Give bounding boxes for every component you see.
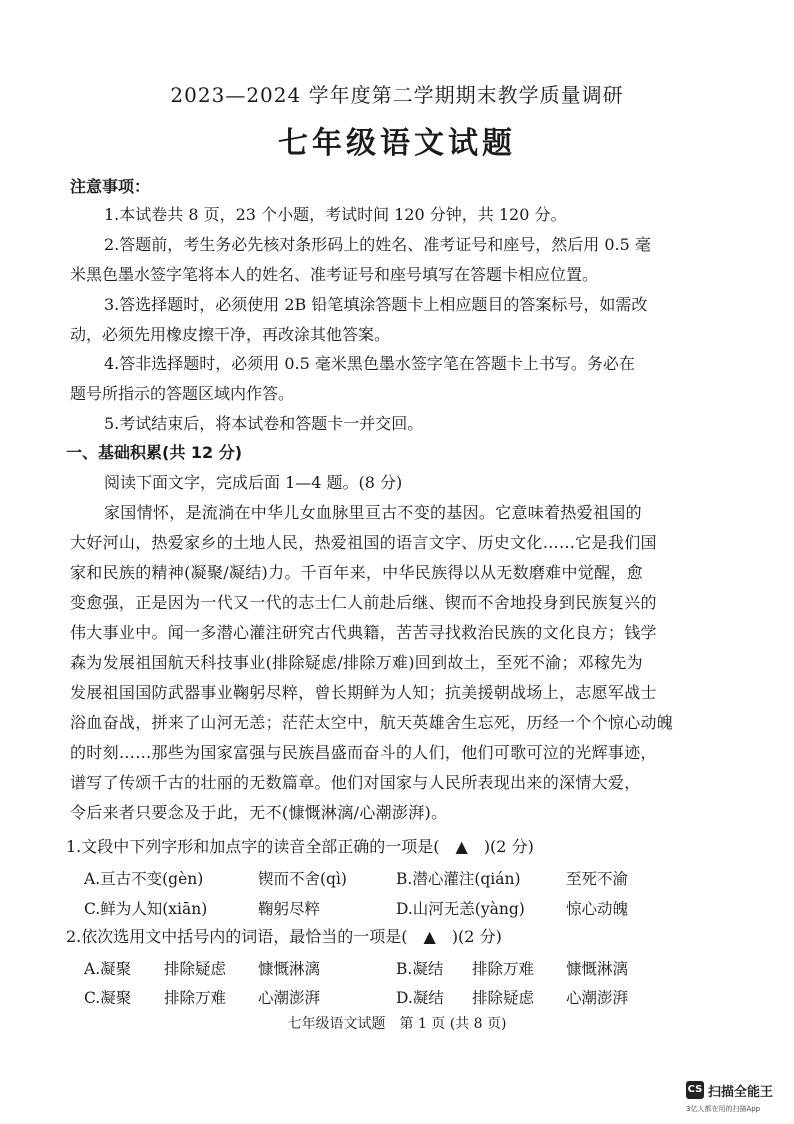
passage-line: 发展祖国国防武器事业鞠躬尽粹，曾长期鲜为人知；抗美援朝战场上，志愿军战士 xyxy=(70,683,657,702)
scanner-app-name: 扫描全能王 xyxy=(708,1085,774,1100)
exam-header: 2023—2024 学年度第二学期期末教学质量调研 xyxy=(170,83,624,107)
q1-option-c-word: 鞠躬尽粹 xyxy=(258,900,321,918)
q2-option-c: C.凝聚 xyxy=(84,989,132,1007)
q2-option-a-word3: 慷慨淋漓 xyxy=(258,960,321,978)
passage-line: 伟大事业中。闻一多潜心灌注研究古代典籍，苦苦寻找救治民族的文化良方；钱学 xyxy=(70,623,657,642)
q1-option-a-word: 锲而不舍(qì) xyxy=(258,870,347,888)
passage-line: 浴血奋战，拼来了山河无恙；茫茫太空中，航天英雄舍生忘死，历经一个个惊心动魄 xyxy=(70,713,674,732)
exam-title: 七年级语文试题 xyxy=(278,126,516,161)
q1-option-d: D.山河无恙(yàng) xyxy=(396,900,525,918)
q2-option-a: A.凝聚 xyxy=(84,960,132,978)
q2-option-a-word2: 排除疑虑 xyxy=(164,960,227,978)
question-1-stem: 1.文段中下列字形和加点字的读音全部正确的一项是( ▲ )(2 分) xyxy=(66,837,534,856)
question-2-stem: 2.依次选用文中括号内的词语，最恰当的一项是( ▲ )(2 分) xyxy=(66,927,502,946)
q1-option-a: A.亘古不变(gèn) xyxy=(84,870,204,888)
q2-option-b: B.凝结 xyxy=(396,960,444,978)
q2-option-d: D.凝结 xyxy=(396,989,444,1007)
q1-option-c: C.鲜为人知(xiān) xyxy=(84,900,208,918)
notice-line: 动，必须先用橡皮擦干净，再改涂其他答案。 xyxy=(70,325,391,344)
scanner-tagline: 3亿人都在用的扫描App xyxy=(686,1105,761,1113)
notice-line: 2.答题前，考生务必先核对条形码上的姓名、准考证号和座号，然后用 0.5 毫 xyxy=(104,235,651,254)
notice-line: 1.本试卷共 8 页，23 个小题，考试时间 120 分钟，共 120 分。 xyxy=(104,205,567,224)
reading-instruction: 阅读下面文字，完成后面 1—4 题。(8 分) xyxy=(104,473,403,492)
section-heading: 一、基础积累(共 12 分) xyxy=(66,443,243,462)
q1-option-d-word: 惊心动魄 xyxy=(566,900,629,918)
passage-line: 大好河山，热爱家乡的土地人民，热爱祖国的语言文字、历史文化……它是我们国 xyxy=(70,533,657,552)
notice-line: 题号所指示的答题区域内作答。 xyxy=(70,384,295,403)
q2-option-b-word2: 排除万难 xyxy=(472,960,535,978)
q1-option-b-word: 至死不渝 xyxy=(566,870,629,888)
passage-line: 变愈强，正是因为一代又一代的志士仁人前赴后继、锲而不舍地投身到民族复兴的 xyxy=(70,593,657,612)
passage-line: 谱写了传颂千古的壮丽的无数篇章。他们对国家与人民所表现出来的深情大爱， xyxy=(70,773,641,792)
q2-option-d-word2: 排除疑虑 xyxy=(472,989,535,1007)
passage-line: 令后来者只要念及于此，无不(慷慨淋漓/心潮澎湃)。 xyxy=(70,803,448,822)
scanner-logo-icon: CS xyxy=(686,1081,704,1099)
notice-heading: 注意事项： xyxy=(70,177,151,196)
passage-line: 的时刻……那些为国家富强与民族昌盛而奋斗的人们，他们可歌可泣的光辉事迹， xyxy=(70,743,657,762)
passage-line: 森为发展祖国航天科技事业(排除疑虑/排除万难)回到故土，至死不渝；邓稼先为 xyxy=(70,653,643,672)
notice-line: 4.答非选择题时，必须用 0.5 毫米黑色墨水签字笔在答题卡上书写。务必在 xyxy=(104,354,635,373)
passage-line: 家和民族的精神(凝聚/凝结)力。千百年来，中华民族得以从无数磨难中觉醒，愈 xyxy=(70,563,643,582)
passage-line: 家国情怀，是流淌在中华儿女血脉里亘古不变的基因。它意味着热爱祖国的 xyxy=(104,503,642,522)
notice-line: 3.答选择题时，必须使用 2B 铅笔填涂答题卡上相应题目的答案标号，如需改 xyxy=(104,295,648,314)
page-footer: 七年级语文试题 第 1 页 (共 8 页) xyxy=(287,1016,507,1032)
q2-option-c-word2: 排除万难 xyxy=(164,989,227,1007)
q2-option-b-word3: 慷慨淋漓 xyxy=(566,960,629,978)
q1-option-b: B.潜心灌注(qián) xyxy=(396,870,521,888)
notice-line: 米黑色墨水签字笔将本人的姓名、准考证号和座号填写在答题卡相应位置。 xyxy=(70,265,599,284)
q2-option-d-word3: 心潮澎湃 xyxy=(566,989,629,1007)
notice-line: 5.考试结束后，将本试卷和答题卡一并交回。 xyxy=(104,414,424,433)
scanner-watermark xyxy=(686,1079,786,1119)
q2-option-c-word3: 心潮澎湃 xyxy=(258,989,321,1007)
